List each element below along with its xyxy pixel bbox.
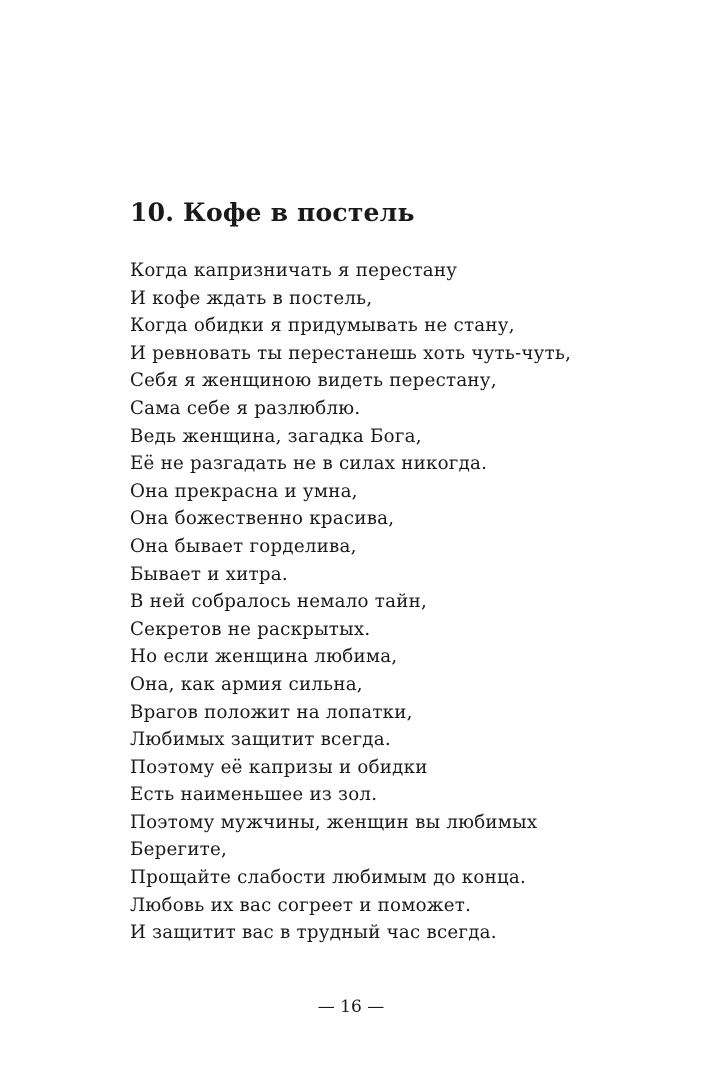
poem-line: Любимых защитит всегда. (130, 729, 391, 751)
poem-line: Поэтому мужчины, женщин вы любимых (130, 811, 538, 833)
poem-line: Но если женщина любима, (130, 646, 398, 668)
poem-line: Ведь женщина, загадка Бога, (130, 425, 422, 447)
poem-line: Любовь их вас согреет и поможет. (130, 894, 472, 916)
poem-line: Она божественно красива, (130, 508, 395, 530)
poem-line: Прощайте слабости любимым до конца. (130, 867, 527, 889)
poem-line: Берегите, (130, 839, 228, 861)
poem-line: И кофе ждать в постель, (130, 287, 373, 309)
poem-body (130, 257, 571, 947)
poem-line: Она прекрасна и умна, (130, 480, 358, 502)
poem-line: Её не разгадать не в силах никогда. (130, 453, 488, 475)
poem-line: Когда обидки я придумывать не стану, (130, 315, 515, 337)
poem-line: Поэтому её капризы и обидки (130, 756, 428, 778)
poem-line: Она бывает горделива, (130, 535, 357, 557)
poem-line: Есть наименьшее из зол. (130, 784, 378, 806)
poem-line: Когда капризничать я перестану (130, 260, 458, 281)
poem-line: Врагов положит на лопатки, (130, 701, 413, 723)
poem-line: И защитит вас в трудный час всегда. (130, 922, 497, 944)
poem-line: Бывает и хитра. (130, 563, 288, 585)
poem-line: И ревновать ты перестанешь хоть чуть-чуть, (130, 342, 572, 364)
poem-title: 10. Кофе в постель (130, 198, 415, 227)
page-number: — 16 — (317, 997, 385, 1017)
poem-line: Она, как армия сильна, (130, 673, 363, 695)
poem-line: Секретов не раскрытых. (130, 618, 371, 640)
poem-line: Сама себе я разлюблю. (130, 397, 361, 419)
poem-line: В ней собралось немало тайн, (130, 591, 427, 613)
poem-line: Себя я женщиною видеть перестану, (130, 370, 497, 392)
